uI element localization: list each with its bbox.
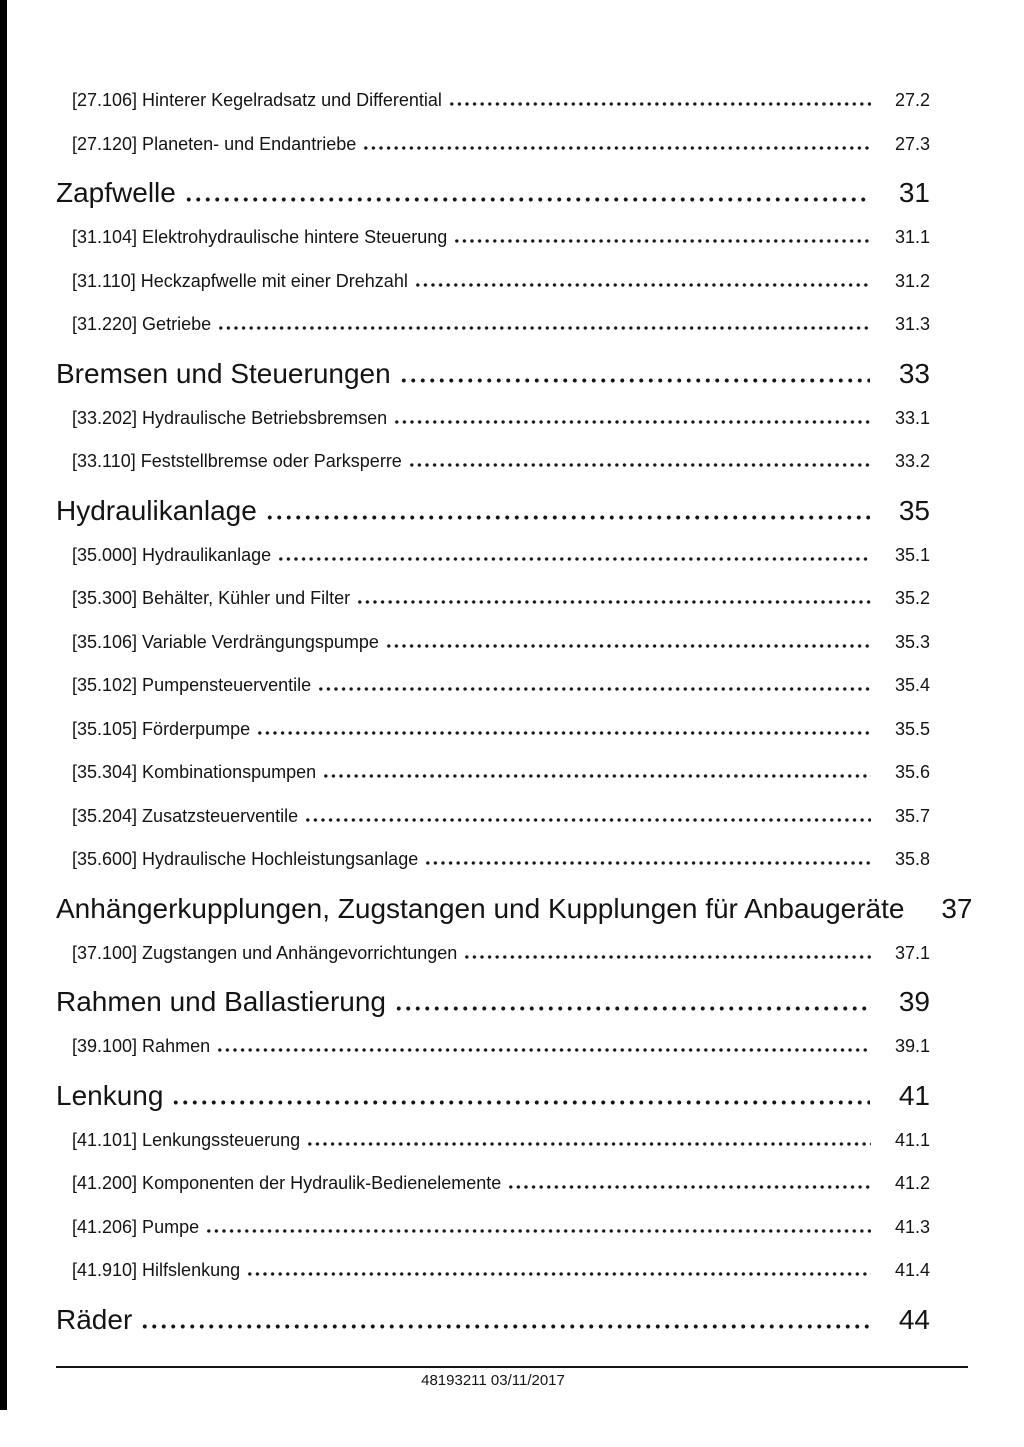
toc-leader-dots <box>448 102 871 106</box>
toc-entry-page: 33.1 <box>894 407 930 428</box>
toc-entry-page: 41.1 <box>894 1129 930 1150</box>
toc-leader-dots <box>256 731 871 735</box>
toc-entry-title: [31.110] Heckzapfwelle mit einer Drehzahl <box>72 270 408 291</box>
toc-entry-page: 31.1 <box>894 227 930 247</box>
toc-entry-page: 44 <box>898 1303 930 1335</box>
toc-entry-page: 37 <box>941 892 973 924</box>
scan-edge-artifact <box>0 0 7 1410</box>
toc-chapter-entry <box>56 358 930 389</box>
toc-sub-entry <box>72 943 930 963</box>
toc-chapter-entry <box>56 495 930 526</box>
toc-entry-title: [35.105] Förderpumpe <box>72 718 251 739</box>
toc-leader-dots <box>304 818 871 822</box>
toc-entry-page: 35.5 <box>894 718 930 739</box>
toc-entry-title: [35.600] Hydraulische Hochleistungsanlage <box>72 849 419 869</box>
toc-entry-page: 33.2 <box>894 451 930 471</box>
toc-entry-title: [35.102] Pumpensteuerventile <box>72 675 312 695</box>
toc-entry-page: 41 <box>898 1079 930 1111</box>
toc-entry-title: [41.101] Lenkungssteuerung <box>72 1129 301 1150</box>
toc-chapter-entry <box>56 177 930 208</box>
toc-entry-title: Hydraulikanlage <box>56 494 257 526</box>
toc-entry-title: [31.104] Elektrohydraulische hintere Steuerung <box>72 227 448 247</box>
toc-entry-page: 41.4 <box>894 1260 930 1280</box>
toc-entry-title: Anhängerkupplungen, Zugstangen und Kupplungen für Anbaugeräte <box>56 892 905 924</box>
toc-entry-page: 35.3 <box>894 631 930 652</box>
toc-sub-entry <box>72 1036 930 1056</box>
toc-leader-dots <box>362 146 871 150</box>
toc-entry-page: 31.3 <box>894 314 930 334</box>
toc-entry-page: 35.7 <box>894 805 930 826</box>
toc-leader-dots <box>394 1006 870 1011</box>
toc-sub-entry <box>72 1217 930 1237</box>
toc-entry-title: [31.220] Getriebe <box>72 314 212 334</box>
toc-entry-title: [41.206] Pumpe <box>72 1216 200 1237</box>
toc-sub-entry <box>72 1260 930 1280</box>
toc-sub-entry <box>72 90 930 110</box>
toc-entry-title: Bremsen und Steuerungen <box>56 357 391 389</box>
toc-entry-page: 41.3 <box>894 1216 930 1237</box>
toc-leader-dots <box>356 600 871 604</box>
footer-text: 48193211 03/11/2017 <box>421 1372 565 1389</box>
toc-leader-dots <box>216 1048 871 1052</box>
toc-sub-entry <box>72 314 930 334</box>
toc-chapter-entry <box>56 1080 930 1111</box>
toc-chapter-entry <box>56 1304 930 1335</box>
toc-leader-dots <box>205 1229 871 1233</box>
toc-entry-title: [41.200] Komponenten der Hydraulik-Bedienelemente <box>72 1173 502 1193</box>
toc-entry-page: 27.2 <box>894 90 930 110</box>
toc-leader-dots <box>322 774 871 778</box>
toc-leader-dots <box>184 197 870 202</box>
footer-rule <box>56 1366 968 1368</box>
toc-sub-entry <box>72 271 930 291</box>
toc-entry-title: [35.300] Behälter, Kühler und Filter <box>72 588 351 608</box>
toc-leader-dots <box>306 1142 871 1146</box>
toc-leader-dots <box>277 557 871 561</box>
toc-leader-dots <box>463 955 871 959</box>
toc-entry-page: 35.6 <box>894 762 930 782</box>
toc-chapter-entry <box>56 986 930 1017</box>
toc-sub-entry <box>72 1130 930 1150</box>
toc-entry-title: [35.204] Zusatzsteuerventile <box>72 805 299 826</box>
toc-sub-entry <box>72 451 930 471</box>
toc-sub-entry <box>72 762 930 782</box>
toc-entry-title: [35.106] Variable Verdrängungspumpe <box>72 631 379 652</box>
toc-sub-entry <box>72 134 930 154</box>
toc-leader-dots <box>393 420 871 424</box>
toc-entry-title: [35.304] Kombinationspumpen <box>72 762 317 782</box>
toc-leader-dots <box>507 1185 871 1189</box>
toc-leader-dots <box>408 463 871 467</box>
toc-sub-entry <box>72 632 930 652</box>
toc-sub-entry <box>72 588 930 608</box>
toc-entry-title: Rahmen und Ballastierung <box>56 986 386 1017</box>
toc-entry-page: 35.1 <box>894 544 930 565</box>
toc-entry-page: 31.2 <box>894 270 930 291</box>
toc-entry-title: [27.106] Hinterer Kegelradsatz und Differential <box>72 90 442 110</box>
toc-entry-title: Lenkung <box>56 1079 164 1111</box>
toc-entry-page: 39 <box>898 986 930 1017</box>
toc-entry-page: 33 <box>898 357 930 389</box>
toc-entry-page: 37.1 <box>894 942 930 963</box>
toc-entry-title: [33.202] Hydraulische Betriebsbremsen <box>72 407 388 428</box>
toc-entry-page: 35.8 <box>894 849 930 869</box>
toc-entry-page: 31 <box>898 177 930 208</box>
toc-sub-entry <box>72 545 930 565</box>
toc-entry-title: [33.110] Feststellbremse oder Parksperre <box>72 451 402 471</box>
toc-sub-entry <box>72 806 930 826</box>
toc-entry-page: 35.2 <box>894 588 930 608</box>
toc-entry-page: 35 <box>898 494 930 526</box>
toc-leader-dots <box>246 1272 871 1276</box>
toc-leader-dots <box>265 515 870 520</box>
toc-entry-title: Räder <box>56 1303 133 1335</box>
toc-sub-entry <box>72 227 930 247</box>
toc-leader-dots <box>453 239 871 243</box>
toc-leader-dots <box>317 687 871 691</box>
toc-leader-dots <box>399 378 870 383</box>
toc-entry-title: [39.100] Rahmen <box>72 1036 211 1056</box>
toc-leader-dots <box>385 644 871 648</box>
toc-entry-title: [37.100] Zugstangen und Anhängevorrichtungen <box>72 942 458 963</box>
toc-sub-entry <box>72 675 930 695</box>
toc-entry-page: 35.4 <box>894 675 930 695</box>
toc-leader-dots <box>140 1324 870 1329</box>
toc-entry-title: [27.120] Planeten- und Endantriebe <box>72 133 357 154</box>
toc-leader-dots <box>424 861 871 865</box>
toc-entry-page: 41.2 <box>894 1173 930 1193</box>
toc-chapter-entry <box>56 892 973 924</box>
toc-leader-dots <box>414 283 871 287</box>
toc-sub-entry <box>72 719 930 739</box>
toc-entry-title: Zapfwelle <box>56 177 176 208</box>
toc-entry-title: [41.910] Hilfslenkung <box>72 1260 241 1280</box>
toc-entry-page: 39.1 <box>894 1036 930 1056</box>
toc-entry-page: 27.3 <box>894 133 930 154</box>
toc-sub-entry <box>72 408 930 428</box>
toc-sub-entry <box>72 1173 930 1193</box>
toc-leader-dots <box>217 326 871 330</box>
toc-leader-dots <box>171 1100 870 1105</box>
toc-entry-title: [35.000] Hydraulikanlage <box>72 544 272 565</box>
table-of-contents <box>56 90 973 1354</box>
toc-sub-entry <box>72 849 930 869</box>
